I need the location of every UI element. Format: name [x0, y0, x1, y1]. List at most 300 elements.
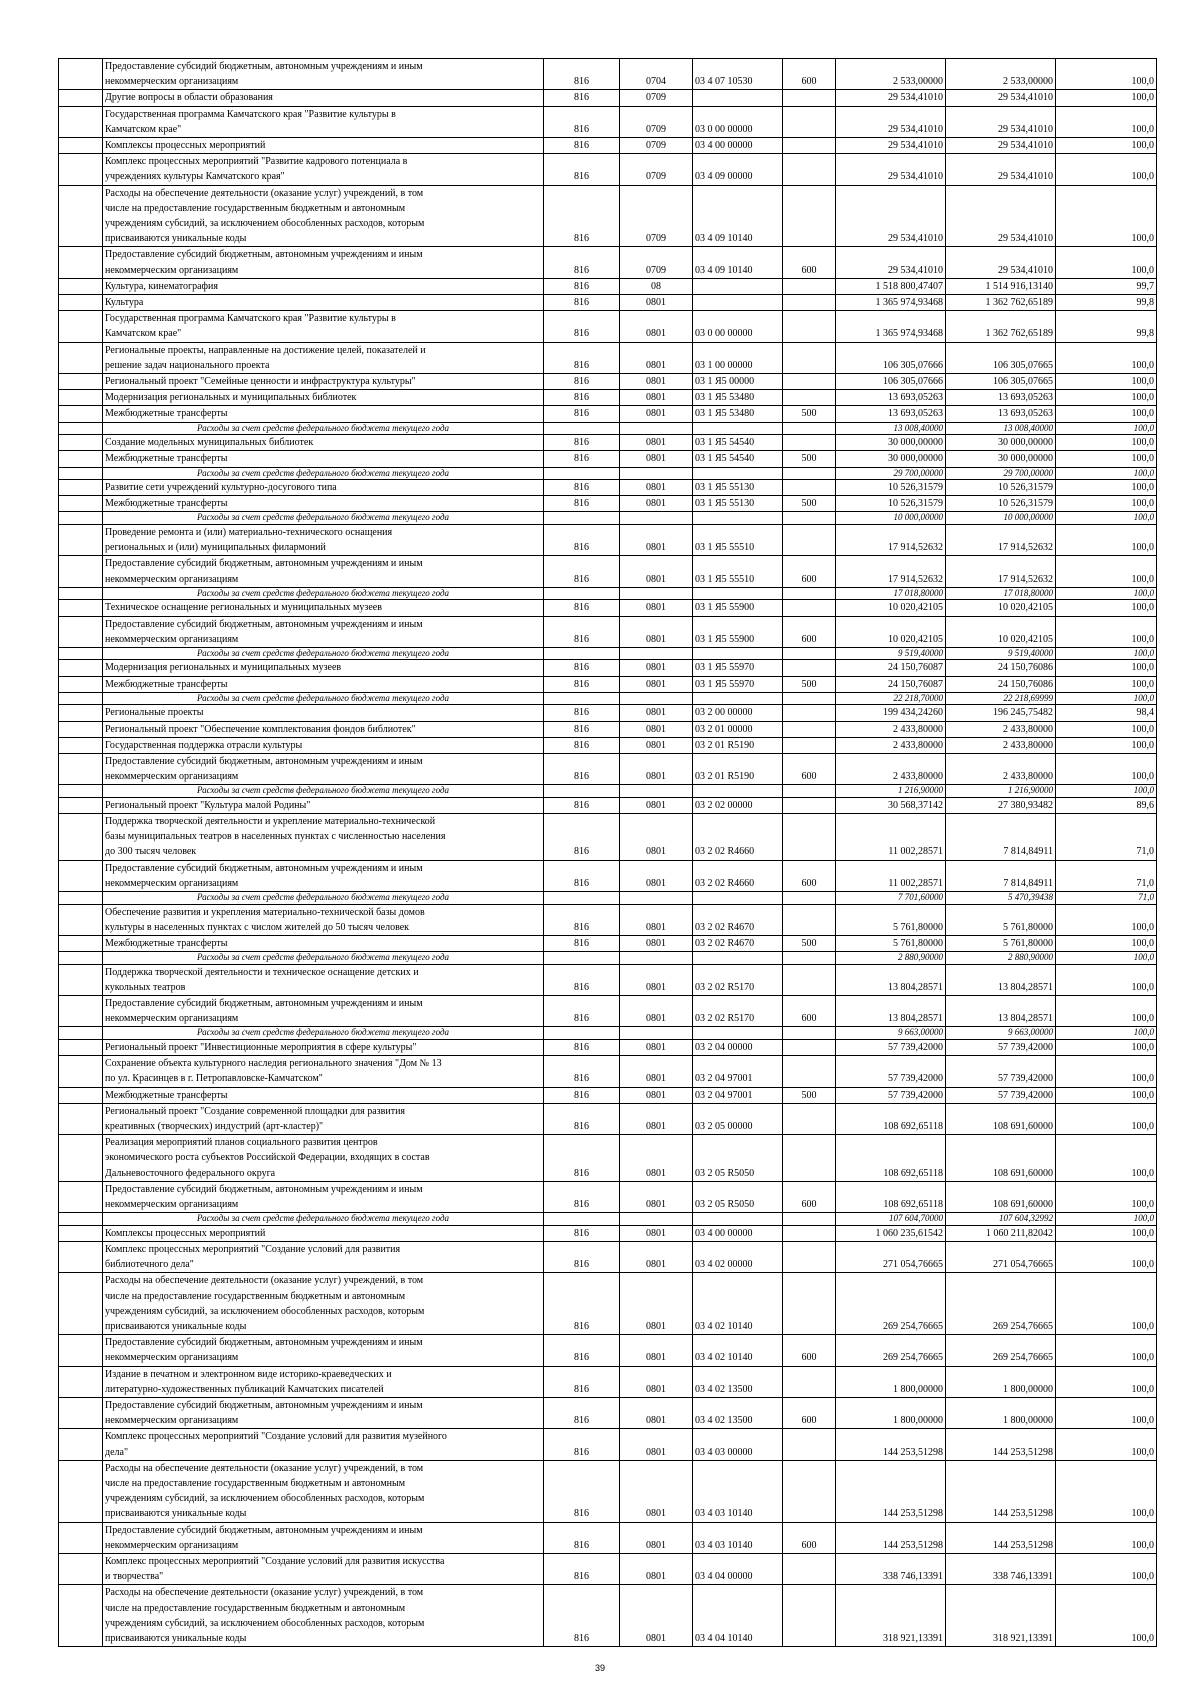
row-ved-code: 816	[544, 676, 620, 692]
row-plan-amount: 144 253,51298	[836, 1522, 946, 1553]
row-plan-amount: 1 060 235,61542	[836, 1225, 946, 1241]
row-name: Сохранение объекта культурного наследия регионального значения "Дом № 13 по ул. Красинцев в г. Петропавловске-Камчатском"	[103, 1056, 544, 1087]
row-ved-code: 816	[544, 964, 620, 995]
row-percent: 100,0	[1056, 1429, 1157, 1460]
row-actual-amount: 29 534,41010	[946, 247, 1056, 278]
row-plan-amount: 9 519,40000	[836, 647, 946, 660]
row-expense-type: 600	[783, 1181, 836, 1212]
row-percent: 100,0	[1056, 185, 1157, 247]
row-actual-amount: 10 526,31579	[946, 480, 1056, 496]
row-plan-amount: 271 054,76665	[836, 1241, 946, 1272]
row-plan-amount: 10 000,00000	[836, 512, 946, 525]
row-section-code: 0801	[620, 295, 693, 311]
row-blank-cell	[59, 406, 103, 422]
row-target-code: 03 2 02 R4670	[693, 935, 783, 951]
row-section-code: 0801	[620, 996, 693, 1027]
row-blank-cell	[59, 647, 103, 660]
row-actual-amount: 10 526,31579	[946, 496, 1056, 512]
row-target-code	[693, 892, 783, 905]
row-target-code: 03 2 04 97001	[693, 1087, 783, 1103]
row-ved-code: 816	[544, 1241, 620, 1272]
row-blank-cell	[59, 1056, 103, 1087]
row-actual-amount: 13 804,28571	[946, 964, 1056, 995]
row-percent: 100,0	[1056, 1460, 1157, 1522]
row-blank-cell	[59, 390, 103, 406]
row-percent: 100,0	[1056, 1103, 1157, 1134]
row-expense-type	[783, 797, 836, 813]
row-expense-type: 600	[783, 616, 836, 647]
row-target-code: 03 4 02 00000	[693, 1241, 783, 1272]
row-ved-code: 816	[544, 1335, 620, 1366]
row-plan-amount: 108 692,65118	[836, 1135, 946, 1182]
row-expense-type: 500	[783, 496, 836, 512]
table-row	[59, 1366, 1157, 1397]
row-actual-amount: 57 739,42000	[946, 1087, 1056, 1103]
row-ved-code: 816	[544, 1429, 620, 1460]
row-ved-code	[544, 1213, 620, 1226]
table-row	[59, 247, 1157, 278]
row-ved-code: 816	[544, 797, 620, 813]
table-row-federal-subline	[59, 785, 1157, 798]
table-row	[59, 185, 1157, 247]
row-ved-code	[544, 467, 620, 480]
row-plan-amount: 107 604,70000	[836, 1213, 946, 1226]
row-name: Межбюджетные трансферты	[103, 406, 544, 422]
row-ved-code: 816	[544, 1087, 620, 1103]
row-section-code: 0704	[620, 59, 693, 90]
row-target-code	[693, 952, 783, 965]
row-target-code: 03 2 02 R4660	[693, 860, 783, 891]
table-row-federal-subline	[59, 467, 1157, 480]
row-target-code: 03 2 01 R5190	[693, 737, 783, 753]
row-target-code	[693, 785, 783, 798]
table-row	[59, 964, 1157, 995]
row-actual-amount: 9 663,00000	[946, 1027, 1056, 1040]
row-expense-type	[783, 705, 836, 721]
row-section-code: 0801	[620, 1103, 693, 1134]
row-expense-type	[783, 467, 836, 480]
row-percent: 100,0	[1056, 106, 1157, 137]
row-expense-type	[783, 737, 836, 753]
row-plan-amount: 13 693,05263	[836, 390, 946, 406]
row-name: Комплекс процессных мероприятий "Создание условий для развития искусства и творчества"	[103, 1553, 544, 1584]
row-blank-cell	[59, 600, 103, 616]
row-plan-amount: 11 002,28571	[836, 814, 946, 861]
row-ved-code: 816	[544, 1135, 620, 1182]
row-plan-amount: 13 804,28571	[836, 996, 946, 1027]
row-section-code: 0801	[620, 1241, 693, 1272]
row-expense-type: 600	[783, 247, 836, 278]
row-section-code: 0801	[620, 1553, 693, 1584]
row-section-code: 0801	[620, 524, 693, 555]
row-name: Комплекс процессных мероприятий "Развитие кадрового потенциала в учреждениях культуры Камчатского края"	[103, 154, 544, 185]
row-name: Региональный проект "Инвестиционные мероприятия в сфере культуры"	[103, 1039, 544, 1055]
row-target-code: 03 2 02 R5170	[693, 964, 783, 995]
row-actual-amount: 106 305,07665	[946, 342, 1056, 373]
row-percent: 71,0	[1056, 892, 1157, 905]
row-section-code	[620, 587, 693, 600]
row-name: Модернизация региональных и муниципальных музеев	[103, 660, 544, 676]
row-expense-type	[783, 185, 836, 247]
row-expense-type	[783, 342, 836, 373]
table-row-federal-subline	[59, 1213, 1157, 1226]
table-row	[59, 1429, 1157, 1460]
row-ved-code: 816	[544, 59, 620, 90]
row-actual-amount: 29 534,41010	[946, 185, 1056, 247]
row-name: Поддержка творческой деятельности и техническое оснащение детских и кукольных театров	[103, 964, 544, 995]
row-name: Расходы за счет средств федерального бюджета текущего года	[103, 692, 544, 705]
row-percent: 99,8	[1056, 311, 1157, 342]
row-target-code	[693, 647, 783, 660]
row-section-code	[620, 892, 693, 905]
row-target-code: 03 1 Я5 55510	[693, 524, 783, 555]
row-ved-code: 816	[544, 660, 620, 676]
row-blank-cell	[59, 587, 103, 600]
row-target-code: 03 4 03 10140	[693, 1522, 783, 1553]
row-plan-amount: 338 746,13391	[836, 1553, 946, 1584]
table-row-federal-subline	[59, 512, 1157, 525]
row-expense-type	[783, 295, 836, 311]
row-actual-amount: 2 880,90000	[946, 952, 1056, 965]
row-name: Расходы за счет средств федерального бюджета текущего года	[103, 1027, 544, 1040]
row-ved-code: 816	[544, 753, 620, 784]
row-plan-amount: 1 365 974,93468	[836, 311, 946, 342]
row-blank-cell	[59, 467, 103, 480]
table-row	[59, 1273, 1157, 1335]
row-target-code: 03 1 Я5 55970	[693, 660, 783, 676]
row-section-code: 0801	[620, 311, 693, 342]
row-name: Культура	[103, 295, 544, 311]
row-plan-amount: 17 018,80000	[836, 587, 946, 600]
table-row	[59, 1585, 1157, 1647]
row-ved-code: 816	[544, 616, 620, 647]
row-percent: 100,0	[1056, 390, 1157, 406]
row-expense-type	[783, 1213, 836, 1226]
table-row	[59, 1087, 1157, 1103]
table-row	[59, 797, 1157, 813]
row-blank-cell	[59, 1366, 103, 1397]
row-section-code: 0801	[620, 342, 693, 373]
table-row	[59, 480, 1157, 496]
row-expense-type	[783, 1103, 836, 1134]
row-actual-amount: 17 018,80000	[946, 587, 1056, 600]
row-percent: 100,0	[1056, 1522, 1157, 1553]
row-ved-code	[544, 647, 620, 660]
row-expense-type	[783, 660, 836, 676]
row-name: Издание в печатном и электронном виде историко-краеведческих и литературно-художественных публикаций Камчатских писателей	[103, 1366, 544, 1397]
row-expense-type: 500	[783, 935, 836, 951]
row-expense-type: 600	[783, 860, 836, 891]
row-actual-amount: 13 693,05263	[946, 406, 1056, 422]
row-blank-cell	[59, 797, 103, 813]
row-plan-amount: 269 254,76665	[836, 1335, 946, 1366]
row-blank-cell	[59, 1553, 103, 1584]
table-row	[59, 90, 1157, 106]
table-row-federal-subline	[59, 1027, 1157, 1040]
row-name: Региональный проект "Культура малой Родины"	[103, 797, 544, 813]
row-name: Расходы за счет средств федерального бюджета текущего года	[103, 512, 544, 525]
row-name: Расходы за счет средств федерального бюджета текущего года	[103, 952, 544, 965]
row-target-code: 03 4 02 10140	[693, 1273, 783, 1335]
row-percent: 100,0	[1056, 692, 1157, 705]
row-target-code: 03 4 09 10140	[693, 185, 783, 247]
row-actual-amount: 30 000,00000	[946, 435, 1056, 451]
row-blank-cell	[59, 1181, 103, 1212]
row-actual-amount: 269 254,76665	[946, 1273, 1056, 1335]
row-percent: 100,0	[1056, 1553, 1157, 1584]
row-section-code: 0801	[620, 600, 693, 616]
row-actual-amount: 10 000,00000	[946, 512, 1056, 525]
row-actual-amount: 29 534,41010	[946, 106, 1056, 137]
row-ved-code: 816	[544, 138, 620, 154]
table-row	[59, 753, 1157, 784]
row-name: Расходы за счет средств федерального бюджета текущего года	[103, 587, 544, 600]
row-section-code: 0801	[620, 1335, 693, 1366]
row-target-code: 03 4 07 10530	[693, 59, 783, 90]
row-name: Предоставление субсидий бюджетным, автономным учреждениям и иным некоммерческим организациям	[103, 1181, 544, 1212]
table-row	[59, 705, 1157, 721]
row-name: Расходы за счет средств федерального бюджета текущего года	[103, 647, 544, 660]
row-plan-amount: 24 150,76087	[836, 676, 946, 692]
table-row	[59, 935, 1157, 951]
row-percent: 100,0	[1056, 435, 1157, 451]
row-ved-code: 816	[544, 705, 620, 721]
row-percent: 100,0	[1056, 616, 1157, 647]
table-row	[59, 154, 1157, 185]
row-target-code: 03 0 00 00000	[693, 311, 783, 342]
row-section-code: 0801	[620, 753, 693, 784]
row-actual-amount: 106 305,07665	[946, 374, 1056, 390]
row-actual-amount: 338 746,13391	[946, 1553, 1056, 1584]
table-row-federal-subline	[59, 647, 1157, 660]
row-plan-amount: 1 800,00000	[836, 1397, 946, 1428]
row-actual-amount: 144 253,51298	[946, 1460, 1056, 1522]
row-target-code: 03 4 02 13500	[693, 1366, 783, 1397]
table-row	[59, 1103, 1157, 1134]
row-name: Расходы на обеспечение деятельности (оказание услуг) учреждений, в том числе на предоставление государственным бюджетным и автономным учреждениям субсидий, за исключением обособленных расходов, которым присваиваются уникальные коды	[103, 185, 544, 247]
row-blank-cell	[59, 860, 103, 891]
row-blank-cell	[59, 90, 103, 106]
row-name: Межбюджетные трансферты	[103, 496, 544, 512]
row-plan-amount: 10 526,31579	[836, 480, 946, 496]
row-section-code: 08	[620, 278, 693, 294]
row-blank-cell	[59, 904, 103, 935]
row-ved-code: 816	[544, 860, 620, 891]
row-ved-code	[544, 892, 620, 905]
row-section-code	[620, 692, 693, 705]
table-row	[59, 496, 1157, 512]
row-name: Расходы за счет средств федерального бюджета текущего года	[103, 422, 544, 435]
row-ved-code: 816	[544, 295, 620, 311]
row-expense-type	[783, 892, 836, 905]
row-target-code: 03 1 Я5 55130	[693, 480, 783, 496]
row-ved-code: 816	[544, 496, 620, 512]
row-target-code: 03 4 09 10140	[693, 247, 783, 278]
row-section-code: 0801	[620, 721, 693, 737]
row-plan-amount: 29 534,41010	[836, 154, 946, 185]
row-actual-amount: 17 914,52632	[946, 524, 1056, 555]
row-expense-type	[783, 1273, 836, 1335]
row-section-code: 0801	[620, 676, 693, 692]
row-ved-code: 816	[544, 1039, 620, 1055]
row-percent: 100,0	[1056, 1087, 1157, 1103]
row-percent: 100,0	[1056, 1027, 1157, 1040]
row-expense-type	[783, 1460, 836, 1522]
row-blank-cell	[59, 342, 103, 373]
row-target-code: 03 4 00 00000	[693, 1225, 783, 1241]
row-blank-cell	[59, 1585, 103, 1647]
table-row-federal-subline	[59, 692, 1157, 705]
row-percent: 100,0	[1056, 753, 1157, 784]
table-row	[59, 311, 1157, 342]
row-target-code: 03 2 05 R5050	[693, 1135, 783, 1182]
row-actual-amount: 29 534,41010	[946, 138, 1056, 154]
row-section-code: 0709	[620, 138, 693, 154]
row-plan-amount: 29 534,41010	[836, 138, 946, 154]
row-name: Расходы на обеспечение деятельности (оказание услуг) учреждений, в том числе на предоставление государственным бюджетным и автономным учреждениям субсидий, за исключением обособленных расходов, которым присваиваются уникальные коды	[103, 1585, 544, 1647]
row-plan-amount: 17 914,52632	[836, 556, 946, 587]
row-expense-type	[783, 1553, 836, 1584]
row-section-code: 0709	[620, 106, 693, 137]
row-expense-type: 500	[783, 1087, 836, 1103]
row-target-code	[693, 90, 783, 106]
row-expense-type	[783, 721, 836, 737]
row-actual-amount: 1 362 762,65189	[946, 311, 1056, 342]
row-ved-code: 816	[544, 451, 620, 467]
row-plan-amount: 10 020,42105	[836, 616, 946, 647]
row-percent: 100,0	[1056, 1056, 1157, 1087]
table-row	[59, 1241, 1157, 1272]
table-row	[59, 1225, 1157, 1241]
row-ved-code: 816	[544, 311, 620, 342]
row-blank-cell	[59, 1103, 103, 1134]
row-ved-code: 816	[544, 600, 620, 616]
row-expense-type: 600	[783, 996, 836, 1027]
row-name: Межбюджетные трансферты	[103, 451, 544, 467]
row-section-code	[620, 422, 693, 435]
row-percent: 100,0	[1056, 737, 1157, 753]
row-blank-cell	[59, 935, 103, 951]
row-expense-type: 500	[783, 406, 836, 422]
row-plan-amount: 7 701,60000	[836, 892, 946, 905]
row-percent: 71,0	[1056, 814, 1157, 861]
row-percent: 100,0	[1056, 660, 1157, 676]
row-plan-amount: 29 700,00000	[836, 467, 946, 480]
row-name: Поддержка творческой деятельности и укрепление материально-технической базы муниципальных театров в населенных пунктах с численностью населения до 300 тысяч человек	[103, 814, 544, 861]
row-section-code: 0801	[620, 1460, 693, 1522]
row-name: Культура, кинематография	[103, 278, 544, 294]
row-name: Предоставление субсидий бюджетным, автономным учреждениям и иным некоммерческим организациям	[103, 1335, 544, 1366]
row-plan-amount: 30 568,37142	[836, 797, 946, 813]
row-target-code: 03 2 01 00000	[693, 721, 783, 737]
row-plan-amount: 13 804,28571	[836, 964, 946, 995]
row-percent: 100,0	[1056, 1366, 1157, 1397]
row-name: Комплексы процессных мероприятий	[103, 1225, 544, 1241]
row-section-code: 0801	[620, 660, 693, 676]
row-name: Региональный проект "Обеспечение комплектования фондов библиотек"	[103, 721, 544, 737]
row-blank-cell	[59, 753, 103, 784]
row-section-code: 0801	[620, 374, 693, 390]
row-expense-type	[783, 1056, 836, 1087]
row-section-code: 0801	[620, 1181, 693, 1212]
row-blank-cell	[59, 154, 103, 185]
row-target-code	[693, 467, 783, 480]
row-name: Создание модельных муниципальных библиотек	[103, 435, 544, 451]
table-row	[59, 721, 1157, 737]
row-blank-cell	[59, 295, 103, 311]
row-plan-amount: 17 914,52632	[836, 524, 946, 555]
row-section-code: 0801	[620, 797, 693, 813]
row-actual-amount: 108 691,60000	[946, 1103, 1056, 1134]
row-plan-amount: 10 526,31579	[836, 496, 946, 512]
row-name: Комплекс процессных мероприятий "Создание условий для развития библиотечного дела"	[103, 1241, 544, 1272]
row-ved-code: 816	[544, 721, 620, 737]
row-plan-amount: 1 216,90000	[836, 785, 946, 798]
row-name: Региональные проекты	[103, 705, 544, 721]
row-name: Предоставление субсидий бюджетным, автономным учреждениям и иным некоммерческим организациям	[103, 1522, 544, 1553]
row-plan-amount: 29 534,41010	[836, 247, 946, 278]
row-expense-type: 600	[783, 1397, 836, 1428]
row-percent: 100,0	[1056, 90, 1157, 106]
row-target-code: 03 1 Я5 54540	[693, 451, 783, 467]
row-actual-amount: 271 054,76665	[946, 1241, 1056, 1272]
row-ved-code: 816	[544, 435, 620, 451]
row-target-code: 03 2 02 R4660	[693, 814, 783, 861]
row-plan-amount: 2 880,90000	[836, 952, 946, 965]
row-blank-cell	[59, 1429, 103, 1460]
row-blank-cell	[59, 374, 103, 390]
row-section-code: 0801	[620, 1585, 693, 1647]
row-percent: 100,0	[1056, 374, 1157, 390]
row-ved-code: 816	[544, 342, 620, 373]
row-actual-amount: 5 761,80000	[946, 904, 1056, 935]
row-percent: 100,0	[1056, 996, 1157, 1027]
row-name: Предоставление субсидий бюджетным, автономным учреждениям и иным некоммерческим организациям	[103, 247, 544, 278]
row-name: Межбюджетные трансферты	[103, 1087, 544, 1103]
row-section-code: 0801	[620, 1273, 693, 1335]
row-name: Региональные проекты, направленные на достижение целей, показателей и решение задач национального проекта	[103, 342, 544, 373]
row-expense-type	[783, 692, 836, 705]
row-target-code: 03 1 Я5 53480	[693, 390, 783, 406]
row-target-code: 03 4 03 00000	[693, 1429, 783, 1460]
row-ved-code: 816	[544, 1397, 620, 1428]
row-plan-amount: 29 534,41010	[836, 90, 946, 106]
table-row-federal-subline	[59, 892, 1157, 905]
row-name: Обеспечение развития и укрепления материально-технической базы домов культуры в населенных пунктах с числом жителей до 50 тысяч человек	[103, 904, 544, 935]
row-name: Предоставление субсидий бюджетным, автономным учреждениям и иным некоммерческим организациям	[103, 753, 544, 784]
row-expense-type	[783, 422, 836, 435]
row-ved-code: 816	[544, 814, 620, 861]
row-percent: 100,0	[1056, 1335, 1157, 1366]
row-ved-code: 816	[544, 1273, 620, 1335]
row-plan-amount: 22 218,70000	[836, 692, 946, 705]
row-ved-code: 816	[544, 106, 620, 137]
row-ved-code: 816	[544, 185, 620, 247]
row-expense-type	[783, 587, 836, 600]
row-blank-cell	[59, 1213, 103, 1226]
row-percent: 100,0	[1056, 1181, 1157, 1212]
row-expense-type	[783, 1429, 836, 1460]
row-actual-amount: 7 814,84911	[946, 860, 1056, 891]
row-actual-amount: 24 150,76086	[946, 660, 1056, 676]
row-target-code: 03 2 01 R5190	[693, 753, 783, 784]
row-percent: 100,0	[1056, 524, 1157, 555]
row-expense-type	[783, 311, 836, 342]
row-plan-amount: 1 800,00000	[836, 1366, 946, 1397]
row-expense-type	[783, 1135, 836, 1182]
row-expense-type	[783, 1241, 836, 1272]
row-expense-type: 600	[783, 753, 836, 784]
